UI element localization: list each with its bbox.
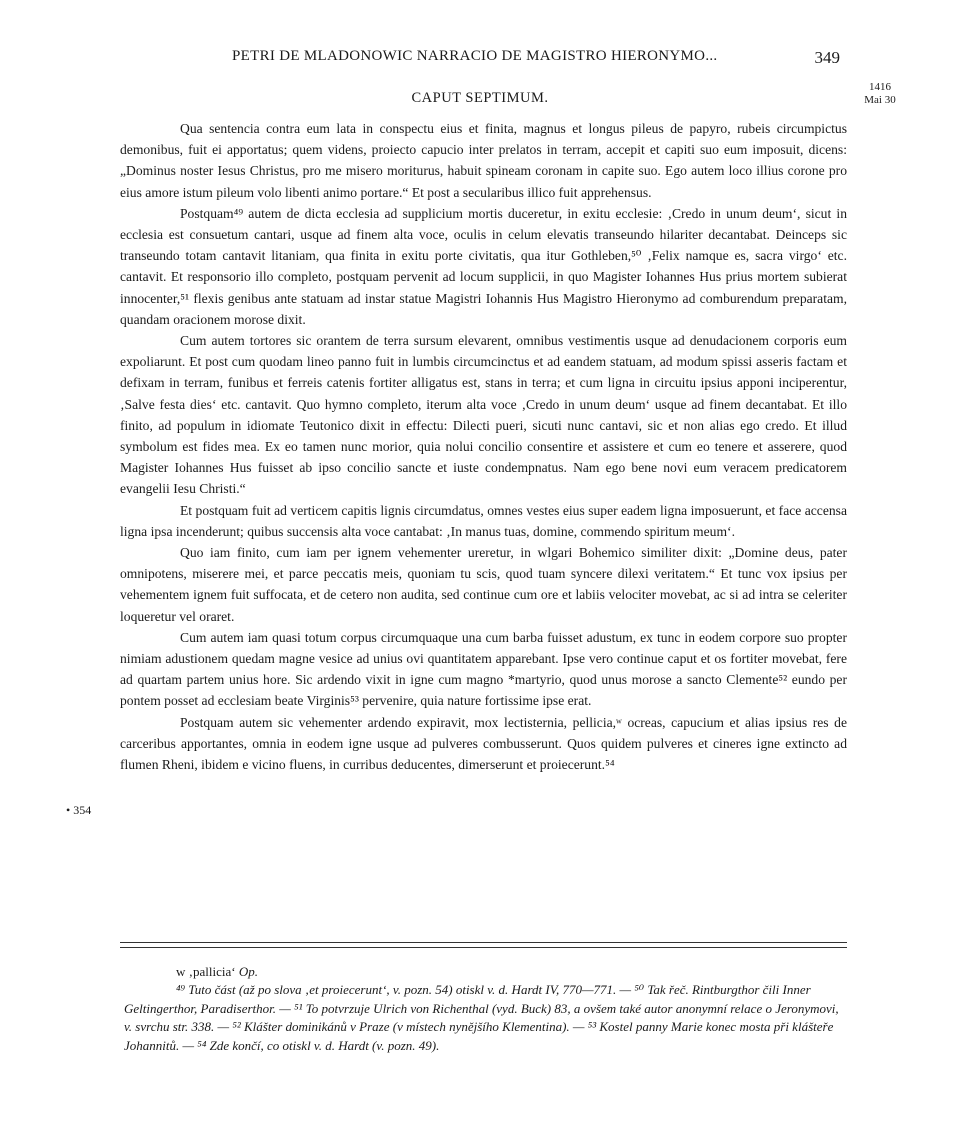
main-text xyxy=(120,118,847,775)
margin-date-text: 1416 Mai 30 xyxy=(864,81,896,106)
chapter-title: CAPUT SEPTIMUM. xyxy=(411,90,549,106)
footnotes xyxy=(124,963,844,1055)
paragraph-3: Cum autem tortores sic orantem de terra sursum elevarent, omnibus vestimentis usque ad denudacionem corporis eum expoliarunt. Et post cum quodam lineo panno fuit in lumbis circumcinctus et ad eandem statuam, ad modum spissi asseris factam et defixam in terram, funibus et ferreis catenis fortiter alligatus est, stans in terra; et cum ligna in circuitu ipsius apponi inciperentur, ‚Salve festa dies‘ etc. cantavit. Quo hymno completo, iterum alta voce ‚Credo in unum deum‘ usque ad finem decantabat. Et illo finito, ad populum in idiomate Teutonico dixit in effectu: Dilecti pueri, sicuti nunc cantavi, sic et non alias ego credo. Et illud symbolum est fides mea. Ex eo tamen nunc morior, quia nolui concilio consentire et assistere et cum eo tenere et asserere, quod Magister Iohannes Hus fuisset ab ipso concilio sancte et iuste condempnatus. Nam ego bene novi eum veracem predicatorem evangelii Iesu Christi.“ xyxy=(120,333,847,497)
separator-line-top xyxy=(120,942,847,943)
margin-date xyxy=(852,81,908,107)
paragraph-6: Cum autem iam quasi totum corpus circumquaque una cum barba fuisset adustum, ex tunc in eodem corpore suo propter nimiam adustionem quedam magne vesice ad unius ovi quantitatem apparebant. Ipse vero continue caput et os fortiter movebat, fere ad quartam partem unius hore. Sic ardendo vixit in igne cum magno *martyrio, quod unus morose a sancto Clemente⁵² eundo per pontem posset ad ecclesiam beate Virginis⁵³ pervenire, quia nature fortissime ipse erat. xyxy=(120,629,847,709)
paragraph-7: Postquam autem sic vehementer ardendo expiravit, mox lectisternia, pellicia,ʷ ocreas, capucium et alias ipsius res de carceribus apportantes, omnia in eodem igne usque ad pulveres combusserunt. Quos quidem pulveres et cineres igne extincto ad flumen Rheni, ibidem e vicino fluens, in curribus deducentes, dimerserunt et proiecerunt.⁵⁴ xyxy=(120,714,847,773)
paragraph-1: Qua sentencia contra eum lata in conspectu eius et finita, magnus et longus pileus de papyro, rubeis circumpictus demonibus, fuit ei apportatus; quem videns, proiecto capucio inter prelatos in terram, accepit et capiti suo eum imposuit, dicens: „Dominus noster Iesus Christus, pro me misero moriturus, habuit spineam coronam in capite suo. Ego autem loco illius corone pro eius amore istum pileum volo libenti animo portare.“ Et post a secularibus illico fuit apprehensus. xyxy=(120,121,847,200)
page-number: 349 xyxy=(814,48,840,67)
numbered-footnotes: ⁴⁹ Tuto část (až po slova ‚et proiecerunt‘, v. pozn. 54) otiskl v. d. Hardt IV, 770—771. — ⁵⁰ Tak řeč. Rintburgthor čili Inner Geltingerthor, Paradiserthor. — ⁵¹ To potvrzuje Ulrich von Richenthal (vyd. Buck) 83, a ovšem také autor anonymní relace o Jeronymovi, v. svrchu str. 338. — ⁵² Klášter dominikánů v Praze (v místech nynějšího Klementina). — ⁵³ Kostel panny Marie konec mosta při klášteře Johannitů. — ⁵⁴ Zde končí, co otiskl v. d. Hardt (v. pozn. 49). xyxy=(124,982,839,1053)
footnote-separator xyxy=(120,942,847,950)
variant-source: Op. xyxy=(238,964,258,979)
separator-line-bottom xyxy=(120,947,847,948)
variant-mark: w xyxy=(176,964,186,979)
variant-note xyxy=(176,963,844,981)
running-head xyxy=(120,48,840,72)
paragraph-5: Quo iam finito, cum iam per ignem vehementer ureretur, in wlgari Bohemico similiter dixit: „Domine deus, pater omnipotens, miserere mei, et parce peccatis meis, quoniam tu scis, quod tuam syncere dilexi veritatem.“ Et tunc vox ipsius per vehementem ignem fuit suffocata, et de cetero non audita, sed continue cum ore et labiis velociter movebat, ac si ad intra se celeriter loqueretur vel oraret. xyxy=(120,545,847,624)
margin-page-reference: • 354 xyxy=(66,803,92,817)
paragraph-2: Postquam⁴⁹ autem de dicta ecclesia ad supplicium mortis duceretur, in exitu ecclesie: ‚Credo in unum deum‘, sicut in ecclesia est consuetum cantari, usque ad finem alta voce, oculis in celum elevatis transeundo hilariter decantabat. Deinceps sic transeundo totam cantavit litaniam, qua finita in exitu porte civitatis, qua itur Gothleben,⁵⁰ ‚Felix namque es, sacra virgo‘ etc. cantavit. Et responsorio illo completo, postquam pervenit ad locum supplicii, in quo Magister Iohannes Hus prius mortem subierat innocenter,⁵¹ flexis genibus ante statuam ad instar statue Magistri Iohannis Hus Magistro Hieronymo ad comburendum preparatam, quandam oracionem morose dixit. xyxy=(120,205,847,327)
paragraph-4: Et postquam fuit ad verticem capitis lignis circumdatus, omnes vestes eius super eadem ligna imposuerunt, et face accensa ligna ipsa incenderunt; quibus succensis alta voce cantabat: ‚In manus tuas, domine, commendo spiritum meum‘. xyxy=(120,502,847,539)
running-title: PETRI DE MLADONOWIC NARRACIO DE MAGISTRO HIERONYMO... xyxy=(232,48,718,64)
variant-text: ‚pallicia‘ xyxy=(188,964,236,979)
